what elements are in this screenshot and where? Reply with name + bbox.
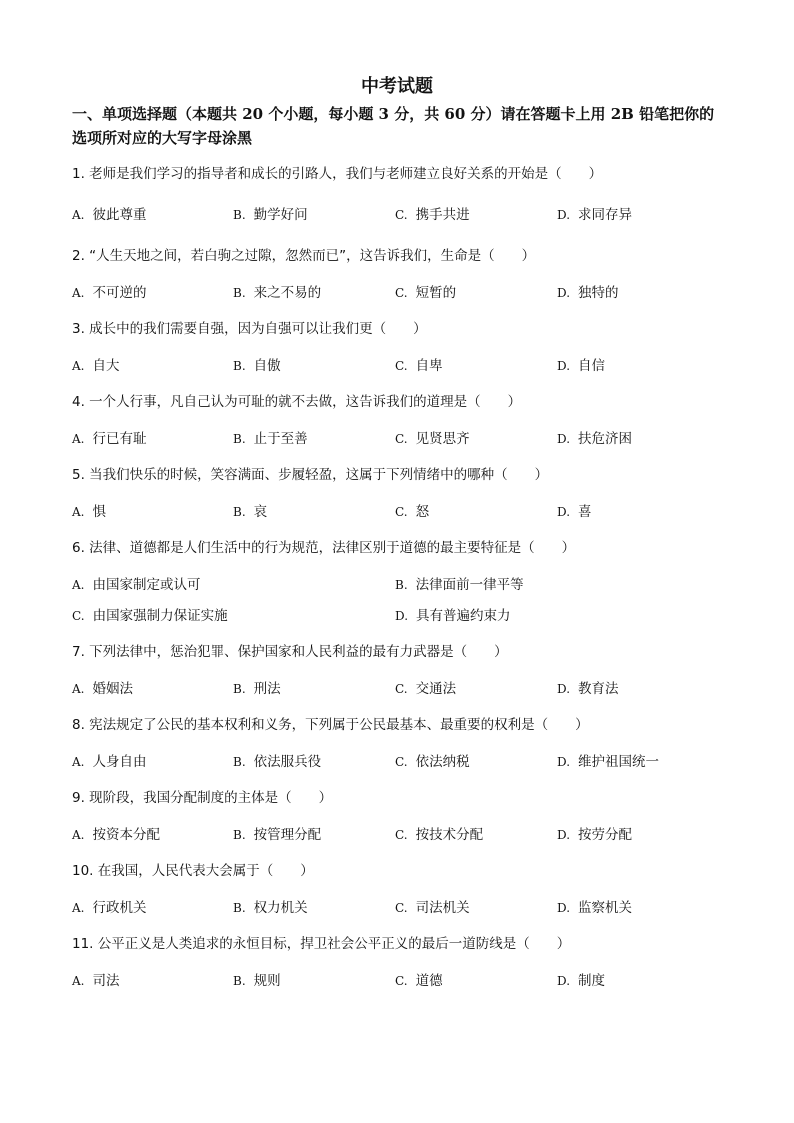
answer-option [233, 503, 267, 521]
option-text: 携手共进 [415, 207, 470, 223]
option-letter: A. [72, 208, 85, 222]
option-letter: D. [557, 286, 571, 300]
option-text: 法律面前一律平等 [415, 577, 524, 593]
option-letter: B. [233, 359, 246, 373]
question-stem: 10. 在我国，人民代表大会属于（ ） [72, 863, 314, 879]
answer-option [72, 680, 133, 698]
answer-option [233, 206, 308, 224]
answer-option [557, 430, 632, 448]
option-text: 扶危济困 [578, 431, 633, 447]
option-letter: C. [395, 359, 408, 373]
option-letter: B. [233, 286, 246, 300]
option-text: 由国家制定或认可 [92, 577, 201, 593]
answer-option [72, 607, 228, 625]
option-text: 依法纳税 [415, 754, 470, 770]
option-letter: B. [233, 208, 246, 222]
option-letter: C. [395, 901, 408, 915]
option-letter: D. [557, 505, 571, 519]
option-letter: A. [72, 286, 85, 300]
answer-option [72, 753, 146, 771]
option-text: 制度 [578, 973, 606, 989]
question-stem: 4. 一个人行事，凡自己认为可耻的就不去做，这告诉我们的道理是（ ） [72, 394, 522, 410]
option-text: 监察机关 [578, 900, 633, 916]
question-stem: 5. 当我们快乐的时候，笑容满面、步履轻盈，这属于下列情绪中的哪种（ ） [72, 467, 549, 483]
answer-option [557, 753, 659, 771]
option-text: 道德 [415, 973, 443, 989]
option-text: 权力机关 [253, 900, 308, 916]
answer-option [72, 284, 146, 302]
option-text: 司法 [92, 973, 120, 989]
option-text: 勤学好问 [253, 207, 308, 223]
option-letter: B. [233, 682, 246, 696]
answer-option [395, 899, 470, 917]
answer-option [557, 826, 632, 844]
section-heading-line-1: 一、单项选择题（本题共 20 个小题，每小题 3 分，共 60 分）请在答题卡上用 2B 铅笔把你的 [72, 105, 715, 123]
option-text: 求同存异 [578, 207, 633, 223]
option-letter: D. [557, 359, 571, 373]
question-stem: 8. 宪法规定了公民的基本权利和义务，下列属于公民最基本、最重要的权利是（ ） [72, 717, 589, 733]
option-text: 短暂的 [415, 285, 457, 301]
option-text: 婚姻法 [92, 681, 133, 697]
answer-option [72, 826, 160, 844]
option-letter: D. [557, 682, 571, 696]
option-text: 人身自由 [92, 754, 147, 770]
option-letter: A. [72, 901, 85, 915]
option-letter: D. [557, 974, 571, 988]
answer-option [72, 503, 106, 521]
question-stem: 2. “人生天地之间，若白驹之过隙，忽然而已”，这告诉我们，生命是（ ） [72, 248, 536, 264]
option-text: 依法服兵役 [253, 754, 322, 770]
option-letter: D. [557, 755, 571, 769]
section-heading [72, 102, 732, 150]
option-text: 止于至善 [253, 431, 308, 447]
answer-option [557, 357, 605, 375]
option-text: 规则 [253, 973, 281, 989]
option-letter: C. [395, 828, 408, 842]
option-text: 维护祖国统一 [578, 754, 660, 770]
answer-option [395, 607, 511, 625]
answer-option [72, 206, 146, 224]
option-letter: B. [395, 578, 408, 592]
answer-option [233, 430, 308, 448]
option-letter: B. [233, 974, 246, 988]
option-letter: D. [557, 432, 571, 446]
option-letter: D. [557, 828, 571, 842]
option-letter: D. [557, 901, 571, 915]
option-letter: A. [72, 578, 85, 592]
option-text: 行已有耻 [92, 431, 147, 447]
answer-option [395, 284, 456, 302]
option-text: 按技术分配 [415, 827, 484, 843]
option-text: 惧 [92, 504, 106, 520]
answer-option [233, 826, 321, 844]
option-text: 司法机关 [415, 900, 470, 916]
answer-option [233, 284, 321, 302]
option-text: 教育法 [578, 681, 619, 697]
option-text: 按管理分配 [253, 827, 322, 843]
option-text: 交通法 [415, 681, 457, 697]
option-text: 自傲 [253, 358, 281, 374]
option-letter: C. [72, 609, 85, 623]
option-letter: C. [395, 974, 408, 988]
option-letter: B. [233, 432, 246, 446]
answer-option [72, 576, 200, 594]
option-text: 刑法 [253, 681, 281, 697]
option-text: 具有普遍约束力 [416, 608, 511, 624]
answer-option [557, 972, 605, 990]
option-text: 行政机关 [92, 900, 147, 916]
option-letter: A. [72, 505, 85, 519]
page-title: 中考试题 [361, 76, 433, 97]
answer-option [72, 972, 119, 990]
answer-option [72, 899, 146, 917]
option-letter: C. [395, 286, 408, 300]
answer-option [395, 972, 443, 990]
option-text: 喜 [578, 504, 592, 520]
option-letter: C. [395, 755, 408, 769]
section-heading-line-2: 选项所对应的大写字母涂黑 [72, 129, 253, 147]
question-stem: 7. 下列法律中，惩治犯罪、保护国家和人民利益的最有力武器是（ ） [72, 644, 508, 660]
answer-option [395, 503, 429, 521]
option-text: 由国家强制力保证实施 [92, 608, 228, 624]
option-letter: A. [72, 755, 85, 769]
option-letter: B. [233, 755, 246, 769]
option-text: 按资本分配 [92, 827, 160, 843]
option-text: 自信 [578, 358, 606, 374]
option-letter: A. [72, 432, 85, 446]
option-text: 彼此尊重 [92, 207, 147, 223]
option-letter: C. [395, 208, 408, 222]
option-letter: B. [233, 828, 246, 842]
answer-option [233, 357, 281, 375]
answer-option [233, 753, 321, 771]
answer-option [395, 430, 470, 448]
option-letter: C. [395, 505, 408, 519]
option-text: 哀 [253, 504, 268, 520]
option-letter: A. [72, 359, 85, 373]
answer-option [557, 899, 632, 917]
option-text: 不可逆的 [92, 285, 147, 301]
option-letter: A. [72, 828, 85, 842]
answer-option [395, 680, 456, 698]
answer-option [557, 284, 619, 302]
question-stem: 11. 公平正义是人类追求的永恒目标，捍卫社会公平正义的最后一道防线是（ ） [72, 936, 571, 952]
option-text: 见贤思齐 [415, 431, 470, 447]
option-text: 怒 [415, 504, 430, 520]
option-letter: A. [72, 682, 85, 696]
option-letter: B. [233, 901, 246, 915]
answer-option [395, 753, 470, 771]
answer-option [557, 680, 619, 698]
question-stem: 1. 老师是我们学习的指导者和成长的引路人，我们与老师建立良好关系的开始是（ ） [72, 166, 603, 182]
answer-option [395, 576, 524, 594]
option-letter: B. [233, 505, 246, 519]
option-letter: C. [395, 432, 408, 446]
answer-option [72, 357, 119, 375]
option-letter: A. [72, 974, 85, 988]
answer-option [233, 899, 308, 917]
question-stem: 6. 法律、道德都是人们生活中的行为规范，法律区别于道德的最主要特征是（ ） [72, 540, 576, 556]
answer-option [395, 357, 443, 375]
answer-option [395, 206, 470, 224]
answer-option [72, 430, 146, 448]
option-letter: C. [395, 682, 408, 696]
answer-option [395, 826, 483, 844]
question-stem: 9. 现阶段，我国分配制度的主体是（ ） [72, 790, 333, 806]
option-text: 按劳分配 [578, 827, 633, 843]
answer-option [233, 680, 281, 698]
option-text: 自大 [92, 358, 120, 374]
answer-option [557, 503, 592, 521]
answer-option [557, 206, 632, 224]
option-text: 独特的 [578, 285, 619, 301]
option-letter: D. [395, 609, 409, 623]
option-text: 自卑 [415, 358, 443, 374]
question-stem: 3. 成长中的我们需要自强，因为自强可以让我们更（ ） [72, 321, 427, 337]
option-text: 来之不易的 [253, 285, 322, 301]
option-letter: D. [557, 208, 571, 222]
answer-option [233, 972, 281, 990]
